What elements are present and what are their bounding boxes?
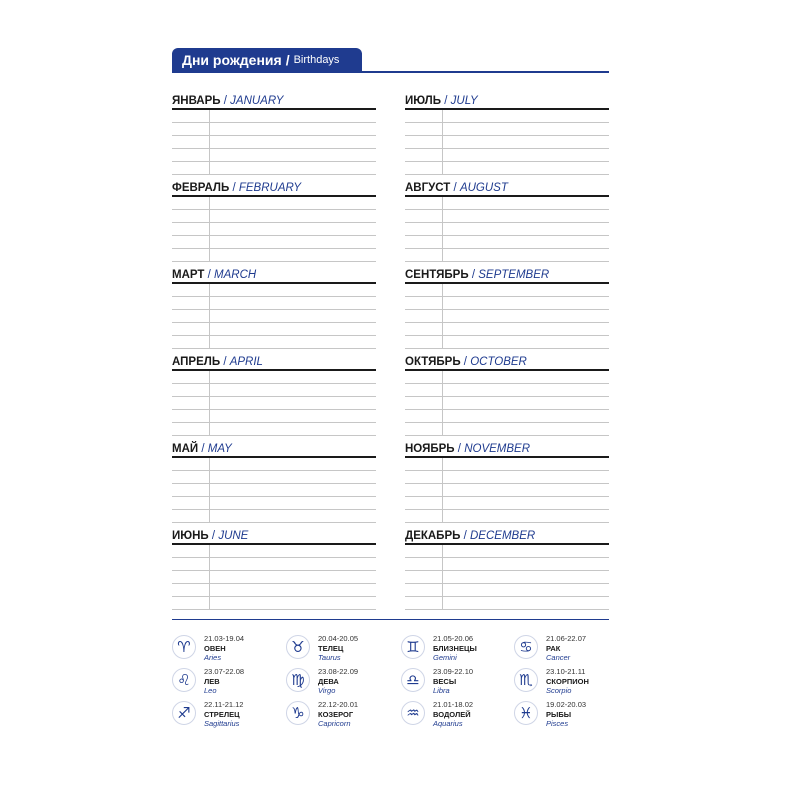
date-column-divider <box>209 371 210 436</box>
entry-line <box>172 383 376 384</box>
zodiac-item <box>514 634 624 664</box>
month-name-ru: МАЙ <box>172 443 199 455</box>
zodiac-name-ru: ВОДОЛЕЙ <box>433 709 471 719</box>
month-separator: / <box>223 356 227 368</box>
zodiac-name-ru: ДЕВА <box>318 676 339 686</box>
birthday-entry-grid[interactable] <box>405 110 609 175</box>
month-name-ru: ИЮЛЬ <box>405 95 442 107</box>
page-title-en: Birthdays <box>293 54 340 66</box>
month-name-en: MARCH <box>214 269 257 281</box>
entry-line <box>405 174 609 175</box>
taurus-icon: ♉ <box>286 635 310 659</box>
gemini-icon: ♊ <box>401 635 425 659</box>
cancer-icon: ♋ <box>514 635 538 659</box>
zodiac-name-latin: Aquarius <box>433 719 463 728</box>
birthday-entry-grid[interactable] <box>172 284 376 349</box>
zodiac-item <box>172 634 282 664</box>
zodiac-name-ru: БЛИЗНЕЦЫ <box>433 643 477 653</box>
birthday-entry-grid[interactable] <box>172 458 376 523</box>
month-title <box>172 181 376 195</box>
month-name-en: JANUARY <box>230 95 284 107</box>
birthday-entry-grid[interactable] <box>405 197 609 262</box>
zodiac-dates: 23.10-21.11 <box>546 667 586 676</box>
zodiac-name-ru: СТРЕЛЕЦ <box>204 709 240 719</box>
month-name-en: APRIL <box>229 356 263 368</box>
entry-line <box>405 483 609 484</box>
zodiac-text <box>204 667 244 696</box>
entry-line <box>405 209 609 210</box>
month-name-en: SEPTEMBER <box>478 269 550 281</box>
month-title <box>405 442 609 456</box>
date-column-divider <box>209 458 210 523</box>
entry-line <box>172 570 376 571</box>
entry-line <box>405 583 609 584</box>
entry-line <box>405 122 609 123</box>
entry-line <box>405 135 609 136</box>
entry-line <box>172 296 376 297</box>
month-name-en: OCTOBER <box>470 356 527 368</box>
zodiac-name-latin: Taurus <box>318 653 341 662</box>
zodiac-text <box>546 667 589 696</box>
date-column-divider <box>209 284 210 349</box>
birthday-entry-grid[interactable] <box>172 197 376 262</box>
zodiac-item <box>286 700 396 730</box>
scorpio-icon: ♏ <box>514 668 538 692</box>
month-section <box>172 529 376 610</box>
month-separator: / <box>463 356 467 368</box>
month-section <box>172 181 376 262</box>
month-title <box>405 529 609 543</box>
entry-line <box>172 161 376 162</box>
month-title <box>172 268 376 282</box>
month-name-en: NOVEMBER <box>464 443 531 455</box>
aries-icon: ♈ <box>172 635 196 659</box>
month-section <box>405 355 609 436</box>
month-section <box>405 94 609 175</box>
virgo-icon: ♍ <box>286 668 310 692</box>
zodiac-dates: 21.05-20.06 <box>433 634 474 643</box>
entry-line <box>172 261 376 262</box>
entry-line <box>172 522 376 523</box>
entry-line <box>172 409 376 410</box>
birthday-entry-grid[interactable] <box>172 110 376 175</box>
date-column-divider <box>442 371 443 436</box>
month-separator: / <box>223 95 227 107</box>
entry-line <box>405 296 609 297</box>
entry-line <box>172 335 376 336</box>
entry-line <box>172 209 376 210</box>
birthday-entry-grid[interactable] <box>405 371 609 436</box>
month-title <box>172 529 376 543</box>
entry-line <box>405 409 609 410</box>
month-name-ru: МАРТ <box>172 269 205 281</box>
entry-line <box>405 222 609 223</box>
entry-line <box>405 248 609 249</box>
zodiac-item <box>514 700 624 730</box>
entry-line <box>172 470 376 471</box>
zodiac-name-ru: ВЕСЫ <box>433 676 457 686</box>
zodiac-item <box>401 634 511 664</box>
zodiac-name-ru: СКОРПИОН <box>546 676 589 686</box>
month-name-ru: ИЮНЬ <box>172 530 209 542</box>
zodiac-dates: 22.12-20.01 <box>318 700 359 709</box>
month-section <box>405 529 609 610</box>
birthday-entry-grid[interactable] <box>405 458 609 523</box>
entry-line <box>172 557 376 558</box>
date-column-divider <box>442 545 443 610</box>
zodiac-text <box>546 700 586 729</box>
pisces-icon: ♓ <box>514 701 538 725</box>
month-separator: / <box>207 269 211 281</box>
entry-line <box>405 470 609 471</box>
entry-line <box>172 122 376 123</box>
zodiac-name-ru: РЫБЫ <box>546 709 572 719</box>
entry-line <box>405 596 609 597</box>
libra-icon: ♎ <box>401 668 425 692</box>
birthday-entry-grid[interactable] <box>172 545 376 610</box>
zodiac-name-latin: Pisces <box>546 719 569 728</box>
entry-line <box>405 435 609 436</box>
month-name-ru: ЯНВАРЬ <box>172 95 221 107</box>
zodiac-item <box>286 667 396 697</box>
date-column-divider <box>442 110 443 175</box>
zodiac-name-latin: Cancer <box>546 653 571 662</box>
entry-line <box>172 348 376 349</box>
date-column-divider <box>442 458 443 523</box>
zodiac-text <box>546 634 586 663</box>
zodiac-dates: 21.03-19.04 <box>204 634 245 643</box>
page-title-tab <box>172 48 362 72</box>
month-section <box>405 181 609 262</box>
zodiac-text <box>318 634 358 663</box>
month-name-en: JUNE <box>218 530 249 542</box>
month-separator: / <box>471 269 476 281</box>
month-title <box>405 268 609 282</box>
entry-line <box>172 609 376 610</box>
date-column-divider <box>442 284 443 349</box>
zodiac-name-ru: ТЕЛЕЦ <box>318 643 344 653</box>
month-title <box>405 355 609 369</box>
zodiac-text <box>204 634 244 663</box>
entry-line <box>172 435 376 436</box>
zodiac-name-latin: Capricorn <box>318 719 351 728</box>
zodiac-dates: 20.04-20.05 <box>318 634 359 643</box>
zodiac-dates: 23.08-22.09 <box>318 667 359 676</box>
zodiac-name-latin: Gemini <box>433 653 457 662</box>
month-section <box>172 268 376 349</box>
zodiac-name-latin: Virgo <box>318 686 336 695</box>
bottom-rule <box>172 619 609 620</box>
page-title-separator: / <box>285 52 290 68</box>
month-separator: / <box>453 182 457 194</box>
entry-line <box>172 322 376 323</box>
aquarius-icon: ♒ <box>401 701 425 725</box>
month-name-ru: ФЕВРАЛЬ <box>172 182 230 194</box>
month-section <box>172 94 376 175</box>
month-name-en: MAY <box>207 443 232 455</box>
month-title <box>172 355 376 369</box>
zodiac-item <box>172 667 282 697</box>
sagittarius-icon: ♐ <box>172 701 196 725</box>
entry-line <box>405 309 609 310</box>
zodiac-name-latin: Libra <box>433 686 450 695</box>
month-separator: / <box>201 443 205 455</box>
date-column-divider <box>442 197 443 262</box>
entry-line <box>405 557 609 558</box>
entry-line <box>405 570 609 571</box>
zodiac-item <box>514 667 624 697</box>
month-separator: / <box>463 530 467 542</box>
month-section <box>172 442 376 523</box>
month-name-ru: НОЯБРЬ <box>405 443 455 455</box>
month-title <box>405 181 609 195</box>
entry-line <box>172 496 376 497</box>
month-name-en: JULY <box>450 95 478 107</box>
zodiac-text <box>433 634 477 663</box>
entry-line <box>172 235 376 236</box>
month-section <box>172 355 376 436</box>
entry-line <box>405 509 609 510</box>
entry-line <box>172 135 376 136</box>
month-name-ru: АПРЕЛЬ <box>172 356 221 368</box>
month-name-ru: ДЕКАБРЬ <box>405 530 461 542</box>
month-title <box>172 94 376 108</box>
month-name-ru: СЕНТЯБРЬ <box>405 269 469 281</box>
entry-line <box>172 396 376 397</box>
entry-line <box>405 609 609 610</box>
zodiac-dates: 23.07-22.08 <box>204 667 245 676</box>
entry-line <box>405 348 609 349</box>
month-title <box>405 94 609 108</box>
month-separator: / <box>457 443 461 455</box>
date-column-divider <box>209 545 210 610</box>
entry-line <box>172 596 376 597</box>
month-section <box>405 268 609 349</box>
month-name-en: FEBRUARY <box>238 182 302 194</box>
zodiac-name-latin: Scorpio <box>546 686 572 695</box>
entry-line <box>405 496 609 497</box>
entry-line <box>172 222 376 223</box>
entry-line <box>172 583 376 584</box>
birthday-entry-grid[interactable] <box>405 545 609 610</box>
entry-line <box>172 174 376 175</box>
zodiac-dates: 22.11-21.12 <box>204 700 244 709</box>
zodiac-item <box>286 634 396 664</box>
month-separator: / <box>232 182 236 194</box>
month-title <box>172 442 376 456</box>
entry-line <box>405 522 609 523</box>
date-column-divider <box>209 197 210 262</box>
month-separator: / <box>211 530 216 542</box>
zodiac-dates: 21.01-18.02 <box>433 700 474 709</box>
zodiac-dates: 23.09-22.10 <box>433 667 474 676</box>
entry-line <box>405 422 609 423</box>
zodiac-name-latin: Leo <box>204 686 217 695</box>
zodiac-name-ru: ЛЕВ <box>204 676 220 686</box>
zodiac-text <box>318 667 358 696</box>
month-separator: / <box>444 95 448 107</box>
entry-line <box>172 148 376 149</box>
entry-line <box>172 422 376 423</box>
month-name-ru: ОКТЯБРЬ <box>405 356 461 368</box>
entry-line <box>172 248 376 249</box>
zodiac-name-ru: РАК <box>546 643 561 653</box>
month-section <box>405 442 609 523</box>
zodiac-item <box>401 667 511 697</box>
entry-line <box>405 335 609 336</box>
entry-line <box>405 235 609 236</box>
entry-line <box>172 509 376 510</box>
zodiac-dates: 19.02-20.03 <box>546 700 587 709</box>
birthday-entry-grid[interactable] <box>405 284 609 349</box>
zodiac-text <box>204 700 243 729</box>
month-name-en: DECEMBER <box>470 530 536 542</box>
header-rule <box>172 71 609 73</box>
month-name-en: AUGUST <box>459 182 508 194</box>
page-title-ru: Дни рождения <box>182 52 282 68</box>
leo-icon: ♌ <box>172 668 196 692</box>
zodiac-name-ru: ОВЕН <box>204 643 226 653</box>
zodiac-item <box>401 700 511 730</box>
entry-line <box>405 261 609 262</box>
zodiac-item <box>172 700 282 730</box>
entry-line <box>405 322 609 323</box>
zodiac-text <box>433 667 473 696</box>
zodiac-text <box>433 700 473 729</box>
entry-line <box>172 309 376 310</box>
zodiac-name-latin: Sagittarius <box>204 719 240 728</box>
month-name-ru: АВГУСТ <box>405 182 451 194</box>
birthday-entry-grid[interactable] <box>172 371 376 436</box>
date-column-divider <box>209 110 210 175</box>
entry-line <box>405 396 609 397</box>
zodiac-name-latin: Aries <box>204 653 222 662</box>
entry-line <box>405 161 609 162</box>
zodiac-text <box>318 700 358 729</box>
zodiac-name-ru: КОЗЕРОГ <box>318 709 354 719</box>
entry-line <box>172 483 376 484</box>
entry-line <box>405 383 609 384</box>
entry-line <box>405 148 609 149</box>
capricorn-icon: ♑ <box>286 701 310 725</box>
zodiac-dates: 21.06-22.07 <box>546 634 587 643</box>
